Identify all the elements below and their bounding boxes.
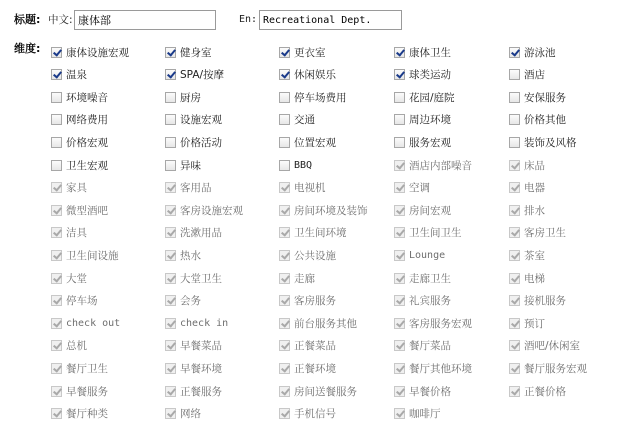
dimension-checkbox [394,340,405,351]
en-label: En: [239,14,258,25]
dimension-checkbox-label: 环境噪音 [66,91,108,104]
dimension-checkbox-item [509,383,566,399]
dimension-checkbox [509,363,520,374]
dimension-checkbox-label: 热水 [180,249,201,262]
dimension-checkbox-label: 餐厅卫生 [66,362,108,375]
dimension-checkbox-item[interactable] [509,67,545,83]
dimension-checkbox [394,160,405,171]
dimension-checkbox [51,386,62,397]
dimension-checkbox-item [51,360,108,376]
dimension-checkbox-label: 酒吧/休闲室 [524,340,581,353]
dimension-checkbox-item[interactable] [509,112,566,128]
dimension-checkbox-item [394,202,451,218]
dimension-checkbox-item [509,180,545,196]
dimension-checkbox-label: 客房服务宏观 [409,317,472,330]
dimension-checkbox-item[interactable] [279,44,326,60]
dimension-checkbox [279,295,290,306]
dimension-checkbox-label: 会务 [180,295,201,308]
dimension-checkbox-label: 正餐环境 [294,362,336,375]
dimension-checkbox-item [51,315,120,331]
dimension-checkbox-label: 卫生间卫生 [409,227,462,240]
dimension-checkbox [165,408,176,419]
dimension-checkbox-label: 电视机 [294,182,326,195]
dimension-checkbox[interactable] [279,47,290,58]
dimension-checkbox [51,408,62,419]
dimension-checkbox-item [509,338,580,354]
dimension-checkbox [394,318,405,329]
dimension-checkbox-item[interactable] [279,89,347,105]
dimension-checkbox-label: 大堂卫生 [180,272,222,285]
dimension-checkbox [51,295,62,306]
dimension-checkbox-label: 卫生间环境 [294,227,347,240]
title-label: 标题: [14,13,41,26]
dimension-checkbox-label: 温泉 [66,69,87,82]
dimension-checkbox-label: 早餐环境 [180,362,222,375]
dimension-checkbox-label: 休闲娱乐 [294,69,336,82]
dimension-checkbox-label: 茶室 [524,249,545,262]
dimension-checkbox-label: 康体卫生 [409,46,451,59]
dimension-checkbox[interactable] [51,47,62,58]
dimension-checkbox-item [51,225,87,241]
dimension-checkbox-item [165,338,222,354]
dimension-checkbox-item [509,360,587,376]
dimension-checkbox-item [394,338,451,354]
dimension-checkbox-item[interactable] [51,112,108,128]
dimension-checkbox-label: 异味 [180,159,201,172]
dimension-checkbox[interactable] [51,160,62,171]
dimension-checkbox [165,205,176,216]
dimension-checkbox-item [279,247,336,263]
dimension-checkbox-item[interactable] [394,67,451,83]
dimension-checkbox-label: 网络费用 [66,114,108,127]
dimension-checkbox [51,273,62,284]
dimension-checkbox-label: 球类运动 [409,69,451,82]
dimension-checkbox-label: 服务宏观 [409,136,451,149]
dimension-checkbox-label: 房间送餐服务 [294,385,357,398]
dimension-checkbox-item [279,315,357,331]
dimension-checkbox [394,250,405,261]
dimension-checkbox-label: 房间宏观 [409,204,451,217]
dimension-checkbox[interactable] [394,69,405,80]
dimension-checkbox-item[interactable] [394,89,455,105]
dimension-checkbox [279,205,290,216]
dimension-checkbox-item [509,293,566,309]
dimension-checkbox-item [509,270,545,286]
dimension-checkbox [51,205,62,216]
dimension-checkbox-item [165,202,243,218]
dimension-checkbox [394,227,405,238]
dimension-checkbox [165,182,176,193]
dimension-checkbox-label: 卫生宏观 [66,159,108,172]
dimension-checkbox-label: 正餐价格 [524,385,566,398]
dimension-checkbox[interactable] [279,137,290,148]
dimension-checkbox-item[interactable] [394,134,451,150]
dimension-checkbox-label: 餐厅种类 [66,408,108,421]
dimension-checkbox-label: 装饰及风格 [524,136,577,149]
dimension-checkbox-label: 游泳池 [524,46,556,59]
dimension-checkbox-item[interactable] [51,157,108,173]
dimension-checkbox-item[interactable] [165,134,222,150]
dimension-checkbox [509,295,520,306]
dimension-checkbox-item [394,225,462,241]
dimension-checkbox-label: 设施宏观 [180,114,222,127]
dimension-checkbox-item[interactable] [51,89,108,105]
dimension-checkbox[interactable] [394,92,405,103]
dimension-checkbox [165,363,176,374]
dimension-checkbox-item [279,225,347,241]
dimension-checkbox-label: 电器 [524,182,545,195]
dimension-checkbox[interactable] [51,114,62,125]
dimension-checkbox[interactable] [509,92,520,103]
dimension-checkbox-item [394,270,451,286]
dimension-checkbox [509,340,520,351]
dimension-checkbox-label: 礼宾服务 [409,295,451,308]
dimension-checkbox [165,250,176,261]
dimension-checkbox[interactable] [509,137,520,148]
dimension-checkbox-label: 洗漱用品 [180,227,222,240]
dimension-label: 维度: [14,42,41,55]
dimension-checkbox-item[interactable] [279,134,336,150]
dimension-checkbox-item [165,225,222,241]
dimension-checkbox-item [394,157,472,173]
dimension-checkbox-item [279,270,315,286]
dimension-checkbox [279,227,290,238]
dimension-checkbox-label: check out [66,317,121,329]
dimension-checkbox-label: 公共设施 [294,249,336,262]
dimension-checkbox-label: 床品 [524,159,545,172]
dimension-checkbox-label: 周边环境 [409,114,451,127]
dimension-checkbox-label: 客房卫生 [524,227,566,240]
dimension-checkbox-item [279,293,336,309]
dimension-checkbox [51,363,62,374]
dimension-checkbox[interactable] [394,137,405,148]
dimension-checkbox-label: 价格宏观 [66,136,108,149]
dimension-checkbox-label: 咖啡厅 [409,408,441,421]
dimension-checkbox-label: 前台服务其他 [294,317,357,330]
dimension-checkbox [165,318,176,329]
dimension-checkbox [165,227,176,238]
dimension-checkbox-label: 排水 [524,204,545,217]
dimension-checkbox [51,227,62,238]
dimension-checkbox [509,227,520,238]
dimension-checkbox-label: 预订 [524,317,545,330]
dimension-checkbox [165,386,176,397]
dimension-checkbox-item [509,315,545,331]
dimension-checkbox-label: 酒店内部噪音 [409,159,472,172]
zh-label: 中文: [48,14,73,26]
dimension-checkbox[interactable] [279,69,290,80]
dimension-checkbox [394,386,405,397]
dimension-checkbox-item [394,247,445,263]
dimension-checkbox-label: 客用品 [180,182,212,195]
dimension-checkbox [509,205,520,216]
dimension-checkbox[interactable] [509,114,520,125]
dimension-checkbox[interactable] [165,47,176,58]
dimension-checkbox-item [279,406,336,422]
dimension-checkbox-label: 康体设施宏观 [66,46,129,59]
dimension-checkbox-label: 大堂 [66,272,87,285]
dimension-checkbox-item[interactable] [509,89,566,105]
dimension-checkbox-item [394,293,451,309]
dimension-checkbox-label: 卫生间设施 [66,249,119,262]
dimension-checkbox-item [51,383,108,399]
dimension-checkbox-label: 酒店 [524,69,545,82]
dimension-checkbox-item [509,202,545,218]
dimension-checkbox-item[interactable] [51,134,108,150]
dimension-checkbox-label: 位置宏观 [294,136,336,149]
dimension-checkbox [279,318,290,329]
dimension-checkbox-label: 厨房 [180,91,201,104]
dimension-checkbox-item [165,406,201,422]
dimension-checkbox [279,182,290,193]
dimension-checkbox [279,273,290,284]
dimension-checkbox [279,363,290,374]
dimension-checkbox-item [279,202,368,218]
dimension-checkbox-item[interactable] [279,67,336,83]
dimension-checkbox-item [51,180,87,196]
dimension-checkbox [51,250,62,261]
dimension-checkbox[interactable] [279,114,290,125]
dimension-checkbox[interactable] [509,69,520,80]
dimension-checkbox[interactable] [165,160,176,171]
dimension-checkbox [509,182,520,193]
dimension-checkbox-item [394,360,472,376]
dimension-checkbox-item [51,270,87,286]
dimension-checkbox-item [51,202,108,218]
dimension-checkbox-item[interactable] [165,89,201,105]
dimension-checkbox [509,386,520,397]
dimension-checkbox-label: 餐厅服务宏观 [524,362,587,375]
dimension-checkbox-item [165,360,222,376]
dimension-checkbox [394,182,405,193]
dimension-checkbox[interactable] [394,114,405,125]
dimension-checkbox[interactable] [51,69,62,80]
dimension-checkbox-label: 花园/庭院 [409,91,455,104]
dimension-checkbox-item [394,406,441,422]
dimension-checkbox-label: 交通 [294,114,315,127]
dimension-checkbox [51,182,62,193]
dimension-checkbox-item [51,293,98,309]
dimension-checkbox[interactable] [509,47,520,58]
dimension-checkbox-item [509,247,545,263]
dimension-checkbox-label: 早餐菜品 [180,340,222,353]
dimension-checkbox-item [509,157,545,173]
dimension-checkbox-item [394,383,451,399]
dimension-checkbox-item[interactable] [165,44,212,60]
dimension-checkbox[interactable] [279,92,290,103]
dimension-checkbox-label: 正餐服务 [180,385,222,398]
dimension-checkbox-item[interactable] [394,112,451,128]
dimension-checkbox-item[interactable] [165,67,224,83]
dimension-checkbox-label: check in [180,317,229,329]
dimension-checkbox-label: 停车场费用 [294,91,347,104]
dimension-checkbox-item [279,383,357,399]
dimension-checkbox-label: 走廊卫生 [409,272,451,285]
dimension-checkbox [51,340,62,351]
dimension-checkbox[interactable] [165,69,176,80]
dimension-checkbox-label: 总机 [66,340,87,353]
dimension-checkbox-label: BBQ [294,159,313,171]
dimension-checkbox-item [165,315,228,331]
dimension-checkbox-item[interactable] [51,44,129,60]
dimension-checkbox[interactable] [394,47,405,58]
dimension-checkbox [394,295,405,306]
dimension-checkbox-label: 安保服务 [524,91,566,104]
dimension-checkbox-item [165,247,201,263]
dimension-checkbox-item [279,360,336,376]
dimension-checkbox [394,363,405,374]
dimension-checkbox [509,273,520,284]
dimension-checkbox-item [165,270,222,286]
dimension-checkbox-label: 早餐服务 [66,385,108,398]
dimension-checkbox-item[interactable] [509,44,556,60]
dimension-checkbox-label: 电梯 [524,272,545,285]
dimension-checkbox-item [51,338,87,354]
dimension-checkbox [509,318,520,329]
dimension-checkbox-label: 健身室 [180,46,212,59]
dimension-checkbox-item[interactable] [51,67,87,83]
dimension-checkbox-label: 洁具 [66,227,87,240]
dimension-checkbox-label: 更衣室 [294,46,326,59]
dimension-checkbox [279,340,290,351]
dimension-checkbox [279,386,290,397]
dimension-checkbox-label: Lounge [409,249,446,261]
dimension-checkbox-label: 房间环境及装饰 [294,204,368,217]
dimension-checkbox [394,205,405,216]
dimension-checkbox-item [279,180,326,196]
dimension-checkbox-label: SPA/按摩 [180,69,225,82]
dimension-checkbox-label: 接机服务 [524,295,566,308]
dimension-checkbox-item [394,315,472,331]
dimension-checkbox[interactable] [51,137,62,148]
dimension-checkbox-label: 正餐菜品 [294,340,336,353]
dimension-checkbox [394,408,405,419]
dimension-checkbox-item[interactable] [394,44,451,60]
dimension-checkbox [165,273,176,284]
dimension-checkbox [509,250,520,261]
dimension-checkbox[interactable] [165,92,176,103]
dimension-checkbox-item[interactable] [165,112,222,128]
dimension-checkbox-label: 客房服务 [294,295,336,308]
dimension-checkbox-item [51,406,108,422]
dimension-checkbox [509,160,520,171]
dimension-checkbox [279,408,290,419]
dimension-checkbox [394,273,405,284]
dimension-checkbox-label: 餐厅菜品 [409,340,451,353]
dimension-checkbox-item [165,293,201,309]
dimension-checkbox [279,250,290,261]
dimension-checkbox [165,340,176,351]
dimension-checkbox-item [165,383,222,399]
dimension-checkbox-label: 价格其他 [524,114,566,127]
dimension-checkbox-label: 走廊 [294,272,315,285]
dimension-checkbox[interactable] [279,160,290,171]
dimension-checkbox[interactable] [51,92,62,103]
dimension-checkbox [165,295,176,306]
dimension-checkbox-item [51,247,119,263]
dimension-checkbox[interactable] [165,137,176,148]
dimension-checkbox-label: 手机信号 [294,408,336,421]
dimension-checkbox-item[interactable] [165,157,201,173]
dimension-checkbox-label: 早餐价格 [409,385,451,398]
dimension-checkbox-item[interactable] [279,157,312,173]
dimension-checkbox [51,318,62,329]
dimension-checkbox[interactable] [165,114,176,125]
dimension-checkbox-item [279,338,336,354]
dimension-checkbox-label: 空调 [409,182,430,195]
dimension-checkbox-label: 客房设施宏观 [180,204,243,217]
dimension-checkbox-label: 家具 [66,182,87,195]
dimension-checkbox-label: 价格活动 [180,136,222,149]
dimension-checkbox-item [394,180,430,196]
dimension-checkbox-item[interactable] [279,112,315,128]
dimension-checkbox-label: 网络 [180,408,201,421]
dimension-checkbox-label: 微型酒吧 [66,204,108,217]
dimension-checkbox-item [165,180,212,196]
dimension-checkbox-label: 停车场 [66,295,98,308]
dimension-checkbox-label: 餐厅其他环境 [409,362,472,375]
dimension-checkbox-item[interactable] [509,134,577,150]
dimension-checkbox-item [509,225,566,241]
